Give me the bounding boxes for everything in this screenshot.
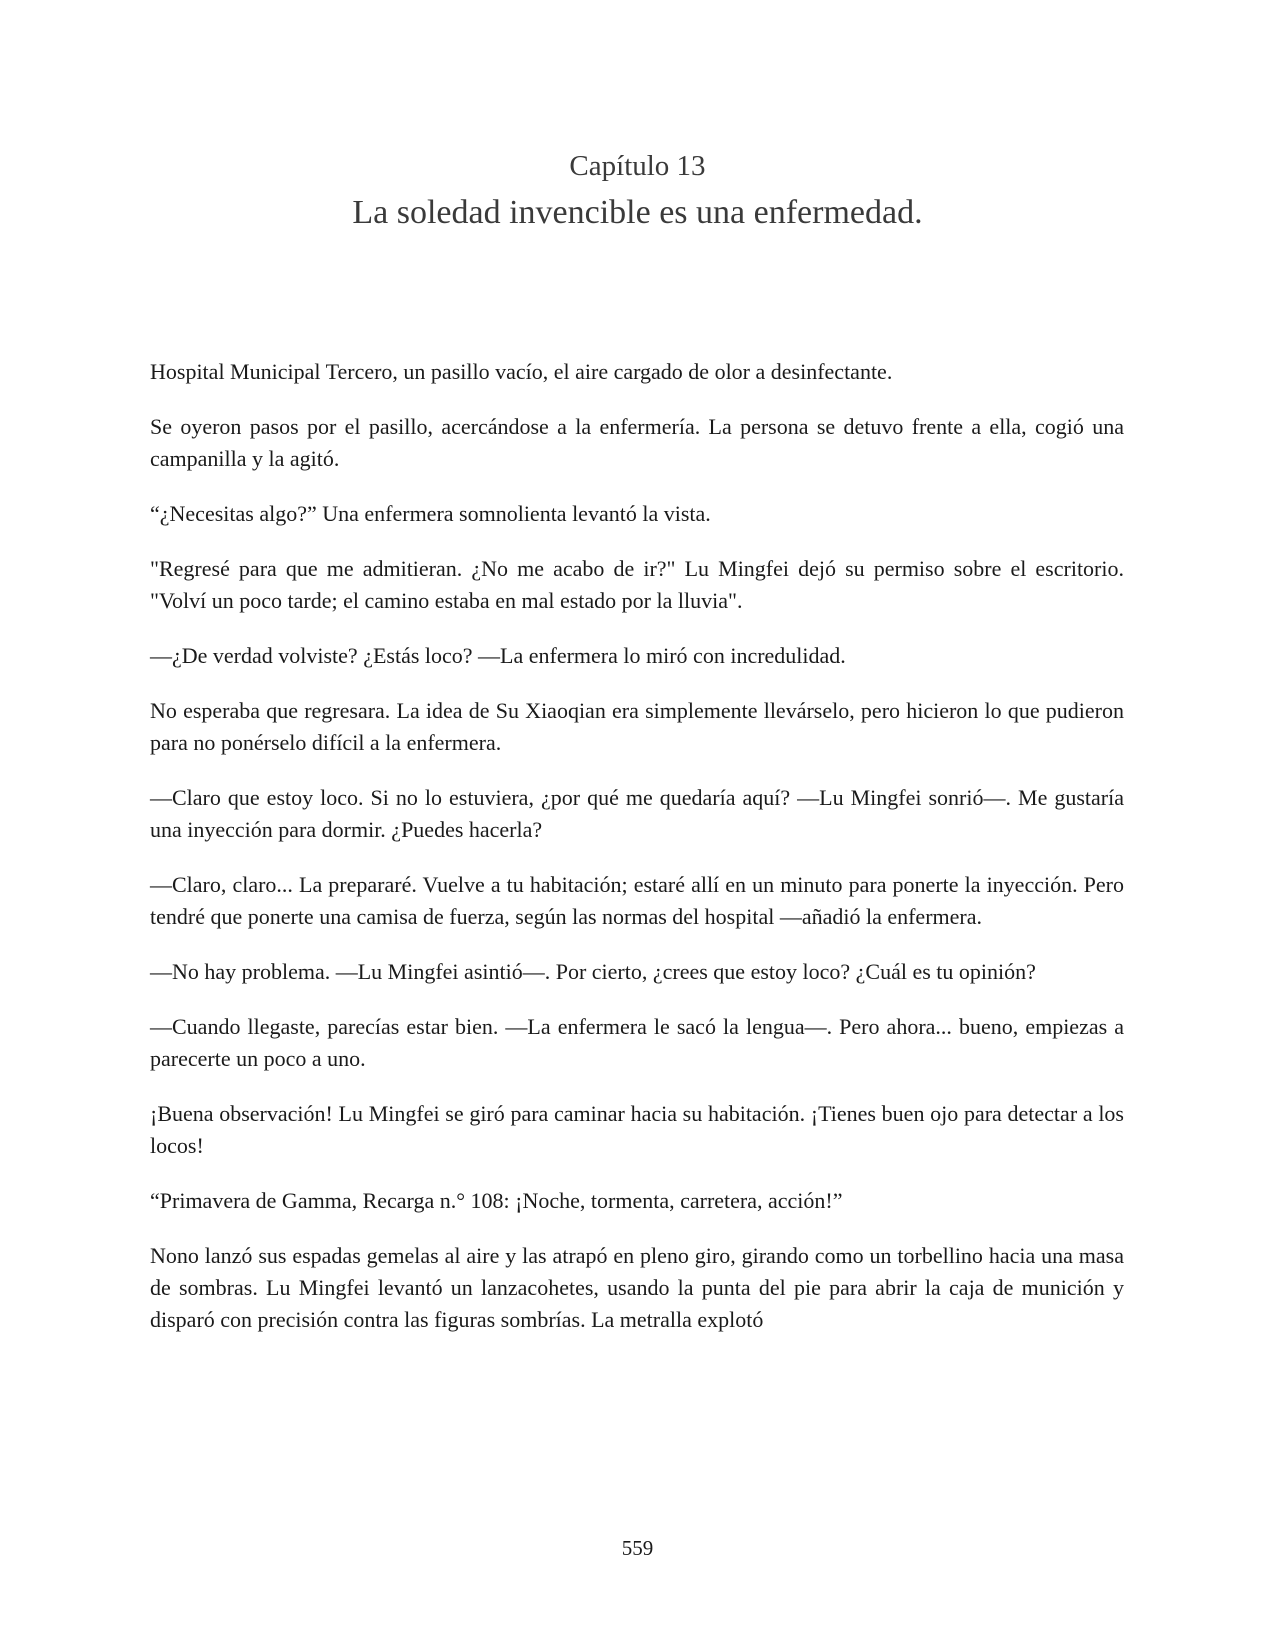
- paragraph: —No hay problema. —Lu Mingfei asintió—. Por cierto, ¿crees que estoy loco? ¿Cuál es tu opinión?: [150, 959, 1036, 984]
- paragraph: "Regresé para que me admitieran. ¿No me acabo de ir?" Lu Mingfei dejó su permiso sobre el escritorio. "Volví un poco tarde; el camino estaba en mal estado por la lluvia".: [150, 556, 1124, 613]
- paragraph: —Cuando llegaste, parecías estar bien. —La enfermera le sacó la lengua—. Pero ahora... bueno, empiezas a parecerte un poco a uno.: [150, 1014, 1124, 1071]
- chapter-title: La soledad invencible es una enfermedad.: [352, 194, 923, 231]
- paragraph: —Claro, claro... La prepararé. Vuelve a tu habitación; estaré allí en un minuto para ponerte la inyección. Pero tendré que ponerte una camisa de fuerza, según las normas del hospital —añadió la enfermera.: [150, 872, 1124, 929]
- paragraph: Hospital Municipal Tercero, un pasillo vacío, el aire cargado de olor a desinfectante.: [150, 359, 893, 384]
- paragraph: Nono lanzó sus espadas gemelas al aire y las atrapó en pleno giro, girando como un torbellino hacia una masa de sombras. Lu Mingfei levantó un lanzacohetes, usando la punta del pie para abrir la caja de munición y disparó con precisión contra las figuras sombrías. La metralla explotó: [150, 1243, 1124, 1332]
- page-number: 559: [621, 1536, 654, 1560]
- body-text: [150, 356, 1124, 1359]
- paragraph: Se oyeron pasos por el pasillo, acercándose a la enfermería. La persona se detuvo frente a ella, cogió una campanilla y la agitó.: [150, 414, 1124, 471]
- paragraph: “¿Necesitas algo?” Una enfermera somnolienta levantó la vista.: [150, 501, 711, 526]
- paragraph: “Primavera de Gamma, Recarga n.° 108: ¡Noche, tormenta, carretera, acción!”: [150, 1188, 843, 1213]
- paragraph: —Claro que estoy loco. Si no lo estuviera, ¿por qué me quedaría aquí? —Lu Mingfei sonrió—. Me gustaría una inyección para dormir. ¿Puedes hacerla?: [150, 785, 1124, 842]
- paragraph: ¡Buena observación! Lu Mingfei se giró para caminar hacia su habitación. ¡Tienes buen ojo para detectar a los locos!: [150, 1101, 1124, 1158]
- chapter-label: Capítulo 13: [569, 150, 706, 182]
- paragraph: —¿De verdad volviste? ¿Estás loco? —La enfermera lo miró con incredulidad.: [150, 643, 846, 668]
- paragraph: No esperaba que regresara. La idea de Su Xiaoqian era simplemente llevárselo, pero hicieron lo que pudieron para no ponérselo difícil a la enfermera.: [150, 698, 1124, 755]
